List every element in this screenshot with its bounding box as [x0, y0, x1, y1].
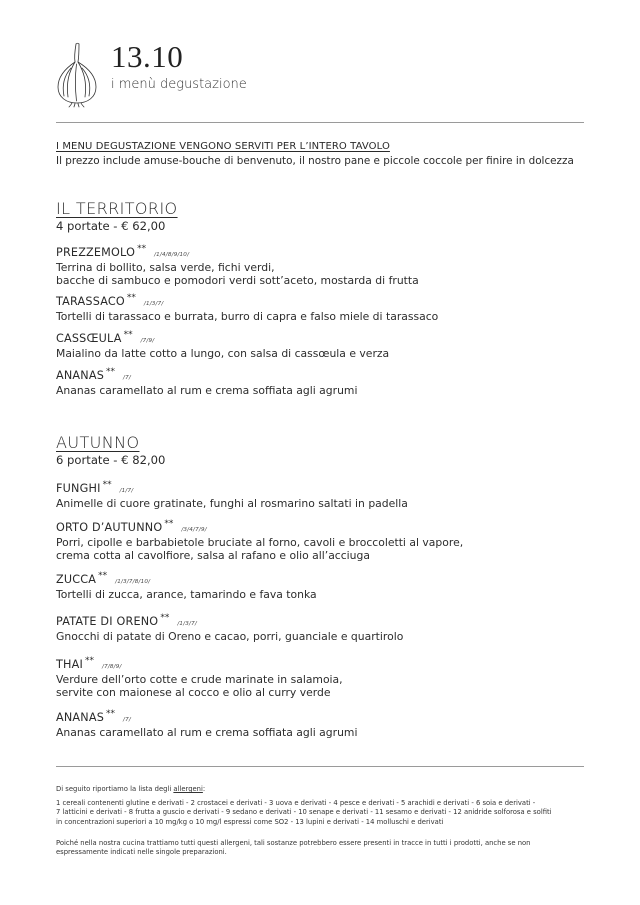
section-autunno	[56, 433, 596, 468]
dish-name: ORTO D’AUTUNNO	[56, 521, 163, 534]
section-title: IL TERRITORIO	[56, 199, 178, 218]
section-il-territorio	[56, 199, 596, 234]
dish-name: CASSŒULA	[56, 332, 122, 345]
menu-item	[56, 570, 596, 602]
dish-description: Ananas caramellato al rum e crema soffiata agli agrumi	[56, 726, 358, 739]
allergen-intro: Di seguito riportiamo la lista degli allergeni:	[56, 785, 206, 793]
note-line: Poiché nella nostra cucina trattiamo tutti questi allergeni, tali sostanze potrebbero essere presenti in tracce in tutti i prodotti, anche se non	[56, 839, 531, 847]
dish-allergens: /7/	[123, 717, 131, 723]
menu-item	[56, 479, 596, 511]
menu-item	[56, 518, 596, 562]
brand	[111, 40, 247, 92]
dish-description: crema cotta al cavolfiore, salsa al rafano e olio all’acciuga	[56, 548, 370, 562]
dish-description: Tortelli di tarassaco e burrata, burro di capra e falso miele di tarassaco	[56, 310, 439, 323]
dish-stars: **	[106, 709, 115, 719]
dish-name: TARASSACO	[56, 295, 125, 308]
menu-item	[56, 292, 596, 324]
dish-stars: **	[164, 519, 174, 529]
dish-stars: **	[123, 330, 133, 340]
menu-item	[56, 329, 596, 361]
allergen-note	[56, 839, 586, 858]
dish-description: Porri, cipolle e barbabietole bruciate al forno, cavoli e broccoletti al vapore,	[56, 536, 464, 549]
dish-stars: **	[85, 656, 94, 666]
dish-stars: **	[102, 480, 112, 490]
allergen-line: 7 latticini e derivati - 8 frutta a guscio e derivati - 9 sedano e derivati - 10 senape e derivati - 11 sesamo e derivati - 12 anidride solforosa e solfiti	[56, 808, 552, 817]
intro-headline: I MENU DEGUSTAZIONE VENGONO SERVITI PER L’INTERO TAVOLO	[56, 141, 390, 152]
top-divider	[56, 122, 584, 123]
dish-description: servite con maionese al cocco e olio al curry verde	[56, 685, 331, 699]
dish-description: bacche di sambuco e pomodori verdi sott’aceto, mostarda di frutta	[56, 273, 419, 287]
dish-allergens: /3/4/7/9/	[181, 527, 207, 533]
dish-name: ZUCCA	[56, 573, 97, 586]
intro	[56, 140, 596, 168]
header	[54, 40, 254, 110]
menu-item	[56, 612, 596, 644]
allergen-list	[56, 799, 586, 827]
dish-stars: **	[160, 613, 170, 623]
allergen-link: allergeni	[173, 785, 203, 793]
menu-item	[56, 655, 596, 699]
dish-allergens: /7/	[123, 375, 131, 381]
dish-description: Terrina di bollito, salsa verde, fichi verdi,	[56, 261, 275, 274]
dish-allergens: /1/7/	[119, 488, 134, 494]
menu-item	[56, 366, 596, 398]
dish-allergens: /1/3/7/	[177, 621, 197, 627]
dish-allergens: /1/3/7/8/10/	[115, 579, 151, 585]
dish-name: PATATE DI ORENO	[56, 615, 159, 628]
dish-stars: **	[98, 571, 108, 581]
dish-allergens: /1/3/7/	[143, 301, 164, 307]
dish-name: ANANAS	[56, 369, 104, 382]
dish-description: Verdure dell’orto cotte e crude marinate in salamoia,	[56, 673, 343, 686]
menu-item	[56, 708, 596, 740]
bottom-divider	[56, 766, 584, 767]
dish-description: Maialino da latte cotto a lungo, con salsa di cassœula e verza	[56, 347, 390, 360]
note-line: espressamente indicati nelle singole preparazioni.	[56, 848, 227, 857]
brand-subtitle: i menù degustazione	[111, 77, 247, 92]
garlic-icon	[54, 42, 100, 108]
section-price: 6 portate - € 82,00	[56, 453, 166, 467]
dish-description: Animelle di cuore gratinate, funghi al rosmarino saltati in padella	[56, 497, 408, 510]
dish-description: Tortelli di zucca, arance, tamarindo e fava tonka	[56, 588, 317, 601]
brand-title: 13.10	[111, 39, 184, 74]
section-title: AUTUNNO	[56, 433, 140, 452]
allergen-line: in concentrazioni superiori a 10 mg/kg o 10 mg/l espressi come SO2 - 13 lupini e derivati - 14 molluschi e derivati	[56, 817, 444, 826]
dish-allergens: /7/8/9/	[102, 664, 122, 670]
dish-stars: **	[137, 244, 147, 254]
dish-stars: **	[126, 293, 136, 303]
dish-allergens: /1/4/8/9/10/	[154, 252, 190, 258]
dish-name: PREZZEMOLO	[56, 246, 136, 259]
dish-name: ANANAS	[56, 711, 104, 724]
dish-name: FUNGHI	[56, 482, 101, 495]
intro-text: Il prezzo include amuse-bouche di benvenuto, il nostro pane e piccole coccole per finire in dolcezza	[56, 155, 574, 167]
allergen-line: 1 cereali contenenti glutine e derivati - 2 crostacei e derivati - 3 uova e derivati - 4 pesce e derivati - 5 arachidi e derivati - 6 soia e derivati -	[56, 799, 536, 807]
menu-item	[56, 243, 596, 287]
dish-name: THAI	[56, 658, 83, 671]
dish-description: Ananas caramellato al rum e crema soffiata agli agrumi	[56, 384, 358, 397]
dish-stars: **	[106, 367, 115, 377]
section-price: 4 portate - € 62,00	[56, 219, 166, 233]
dish-allergens: /7/9/	[140, 338, 155, 344]
dish-description: Gnocchi di patate di Oreno e cacao, porri, guanciale e quartirolo	[56, 630, 404, 643]
